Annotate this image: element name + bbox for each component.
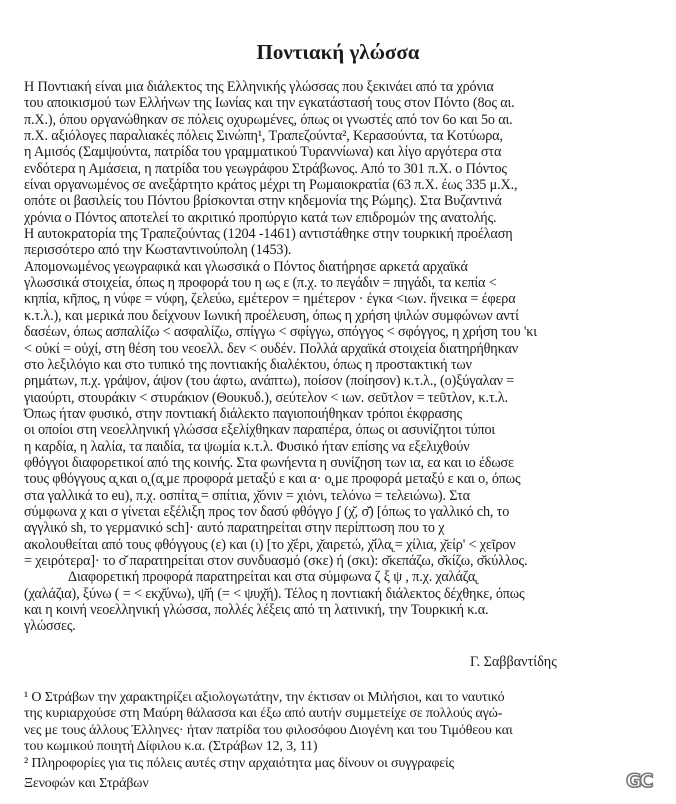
text-line: στο λεξιλόγιο και στο τυπικό της ποντιακής διαλέκτου, όπως η προστακτική των bbox=[24, 356, 472, 373]
text-line: και η κοινή νεοελληνική γλώσσα, πολλές λέξεις από τη λατινική, την Τουρκική κ.α. bbox=[24, 602, 489, 618]
footnote-line: της κυριαρχούσε στη Μαύρη θάλασσα και έξω από αυτήν συμμετείχε σε πολλούς αγώ- bbox=[24, 706, 503, 722]
text-line: στα γαλλικά το eu), π.χ. οσπίτα̢ = σπίτια, χ̆όνιν = χιόνι, τελόνω = τελειώνω). Στα bbox=[24, 487, 470, 504]
text-line: Απομονωμένος γεωγραφικά και γλωσσικά ο Πόντος διατήρησε αρκετά αρχαϊκά bbox=[24, 258, 468, 275]
footnote-line: ¹ Ο Στράβων την χαρακτηρίζει αξιολογωτάτην, την έκτισαν οι Μιλήσιοι, και το ναυτικό bbox=[24, 690, 505, 705]
footnote-line: ² Πληροφορίες για τις πόλεις αυτές στην αρχαιότητα μας δίνουν οι συγγραφείς bbox=[24, 755, 454, 771]
text-line: π.Χ.), όπου οργανώθηκαν σε πόλεις οχυρωμένες, όπως οι γνωστές από τον 6ο και 5ο αι. bbox=[24, 111, 513, 128]
gc-logo-icon: GC bbox=[626, 770, 652, 792]
text-line: χρόνια ο Πόντος αποτελεί το ακριτικό προπύργιο κατά των επιδρομών της ανατολής. bbox=[24, 209, 497, 226]
text-line: οι οποίοι στη νεοελληνική γλώσσα εξελίχθηκαν παραπέρα, όπως οι ασυνίζητοι τύποι bbox=[24, 422, 496, 439]
text-line: Όπως ήταν φυσικό, στην ποντιακή διάλεκτο παγιοποιήθηκαν τρόποι έκφρασης bbox=[24, 405, 462, 422]
footnote-line: του κωμικού ποιητή Δίφιλου κ.α. (Στράβων 12, 3, 11) bbox=[24, 739, 318, 755]
text-line: περισσότερο από την Κωσταντινούπολη (1453). bbox=[24, 242, 292, 259]
text-line: γιαούρτι, στουράκιν < στυράκιον (Θουκυδ.), σεύτελον < ιων. σεῦτλον = τεῦτλον, κ.τ.λ. bbox=[24, 389, 508, 406]
text-line: < οὐκί = οὐχί, στη θέση του νεοελλ. δεν < ουδέν. Πολλά αρχαϊκά στοιχεία διατηρήθηκαν bbox=[24, 340, 518, 357]
author-signature: Γ. Σαββαντίδης bbox=[470, 654, 557, 670]
text-line: = χειρότερα]· το σ̆ παρατηρείται στον συνδυασμό (σκε) ή (σκι): σ̆κεπάζω, σ̆κίζω, σ̆κύλλος. bbox=[24, 552, 528, 569]
page-title: Ποντιακή γλώσσα bbox=[256, 40, 420, 64]
text-line: η Αμισός (Σαμψούντα, πατρίδα του γραμματικού Τυραννίωνα) και λίγο αργότερα στα bbox=[24, 144, 502, 161]
text-line: κ.τ.λ.), και μερικά που δείχνουν Ιωνική προέλευση, όπως η χρήση ψιλών συμφώνων αντί bbox=[24, 307, 519, 324]
text-line: γλώσσες. bbox=[24, 618, 76, 635]
text-line: ακολουθείται από τους φθόγγους (ε) και (ι) [το χ̆έρι, χ̆αιρετώ, χ̆ίλα̢ = χίλια, χ̆είρ' < χεῖρον bbox=[24, 536, 516, 553]
footnotes bbox=[24, 690, 664, 792]
text-line: κηπία, κῆπος, η νύφε = νύφη, ζελεύω, εμέτερον = ημέτερον · έγκα <ιων. ἥνεικα = έφερα bbox=[24, 291, 516, 308]
text-line: Η αυτοκρατορία της Τραπεζούντας (1204 -1461) αντιστάθηκε στην τουρκική προέλαση bbox=[24, 226, 513, 243]
text-line: γλωσσικά στοιχεία, όπως η προφορά του η ως ε (π.χ. το πεγάδιν = πηγάδι, τα κεπία < bbox=[24, 275, 497, 292]
text-line: τους φθόγγους α̢ και ο̢ (α̢ με προφορά μεταξύ ε και α· ο̢ με προφορά μεταξύ ε και ο, όπως bbox=[24, 471, 521, 488]
footnote-line: νες με τους άλλους Έλληνες· ήταν πατρίδα του φιλοσόφου Διογένη και του Τιμόθεου και bbox=[24, 722, 513, 738]
text-line: η καρδία, η λαλία, τα παιδία, τα ψωμία κ.τ.λ. Φυσικό ήταν επίσης να εξελιχθούν bbox=[24, 438, 470, 455]
text-line: Η Ποντιακή είναι μια διάλεκτος της Ελληνικής γλώσσας που ξεκινάει από τα χρόνια bbox=[24, 79, 494, 95]
text-line: ενδότερα η Αμάσεια, η πατρίδα του γεωγράφου Στράβωνος. Από το 301 π.Χ. ο Πόντος bbox=[24, 160, 507, 177]
main-text bbox=[24, 79, 664, 635]
text-line: (χαλάζια), ξύνω ( = < εκχ̆ύνω), ψ̆ή (= < ψυχ̆ή). Τέλος η ποντιακή διάλεκτος δέχθηκε, όπως bbox=[24, 585, 525, 602]
text-line: σύμφωνα χ και σ γίνεται εξέλιξη προς τον δασύ φθόγγο ʃ (χ̆, σ̆) [όπως το γαλλικό ch, το bbox=[24, 503, 510, 520]
text-line: του αποικισμού των Ελλήνων της Ιωνίας και την εγκατάστασή τους στον Πόντο (8ος αι. bbox=[24, 95, 515, 112]
text-line: αγγλικό sh, το γερμανικό sch]· αυτό παρατηρείται στην περίπτωση που το χ bbox=[24, 520, 445, 537]
text-line: είναι οργανωμένος σε ανεξάρτητο κράτος μέχρι τη Ρωμαιοκρατία (63 π.Χ. έως 335 μ.Χ., bbox=[24, 177, 518, 194]
text-line-indented: Διαφορετική προφορά παρατηρείται και στα σύμφωνα ζ ξ ψ , π.χ. χαλάζα̢ bbox=[68, 569, 476, 586]
footnote-line: Ξενοφών και Στράβων bbox=[24, 776, 149, 792]
text-line: ρημάτων, π.χ. γράψον, άψον (του άφτω, ανάπτω), ποίσον (ποίησον) κ.τ.λ., (ο)ξύγαλαν = bbox=[24, 373, 515, 390]
text-line: φθόγγοι διαφορετικοί από της κοινής. Στα φωνήεντα η συνίζηση των ια, εα και ιο έδωσε bbox=[24, 454, 514, 471]
text-line: οπότε οι βασιλείς του Πόντου βρίσκονται στην κηδεμονία της Ρώμης). Στα Βυζαντινά bbox=[24, 193, 502, 210]
text-line: π.Χ. αξιόλογες παραλιακές πόλεις Σινώπη¹, Τραπεζούντα², Κερασούντα, τα Κοτύωρα, bbox=[24, 128, 503, 145]
text-line: δασέων, όπως ασπαλίζω < ασφαλίζω, σπίγγω < σφίγγω, σπόγγος < σφόγγος, η χρήση του 'κι bbox=[24, 324, 537, 341]
